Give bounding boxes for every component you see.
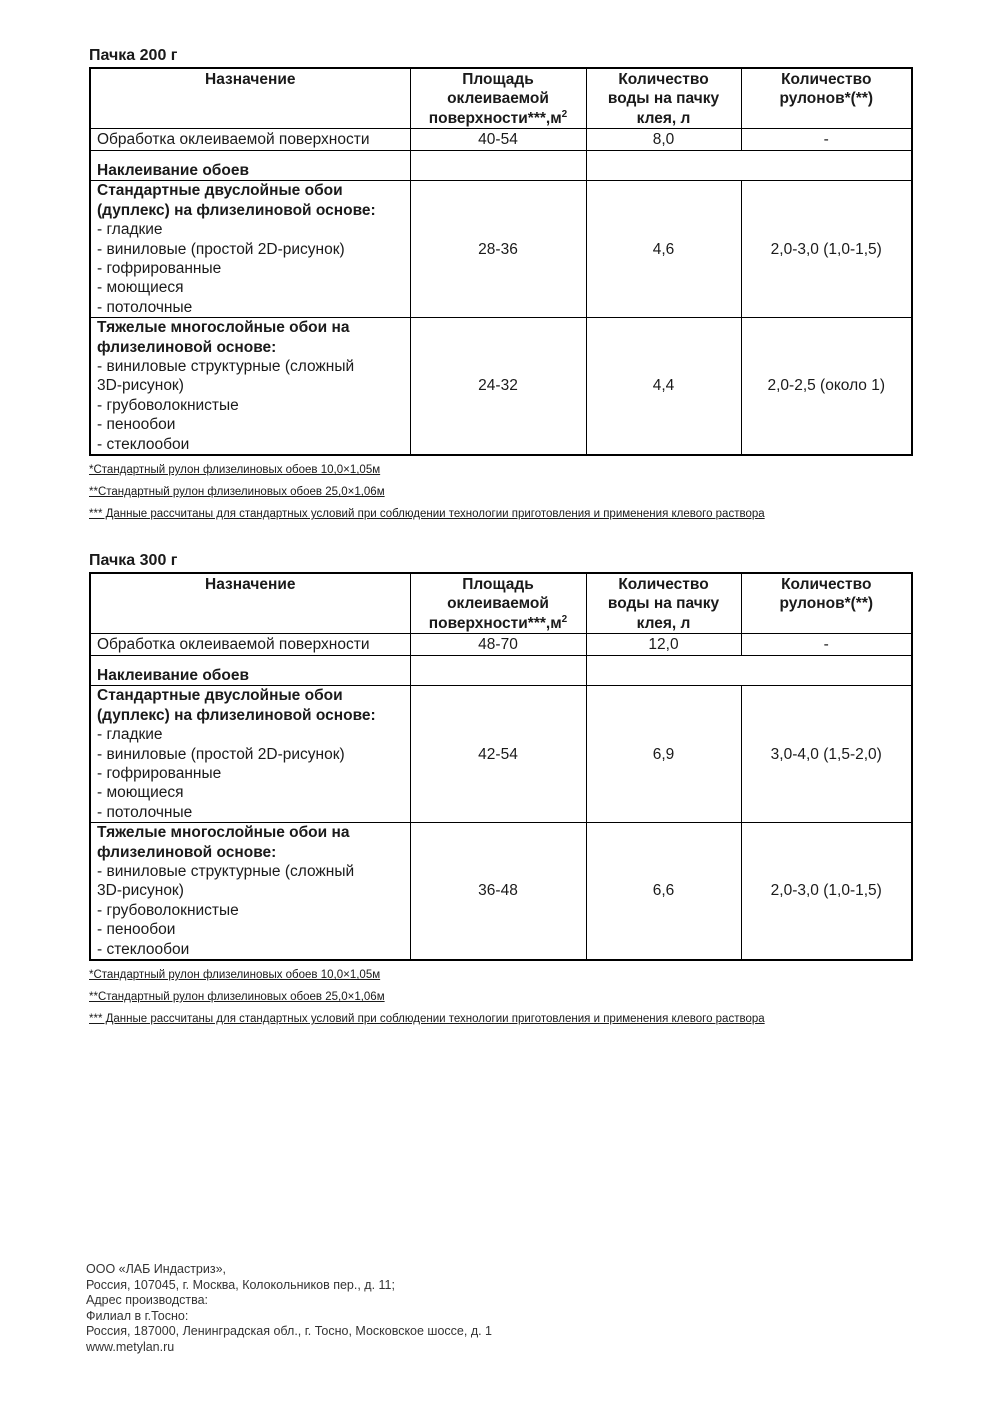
table-row	[90, 686, 912, 823]
section-title: Пачка 200 г	[89, 47, 178, 64]
section-title: Пачка 300 г	[89, 552, 178, 569]
row-label: Наклеивание обоев	[90, 656, 410, 686]
footnote: **Стандартный рулон флизелиновых обоев 25,0×1,06м	[89, 486, 385, 499]
row-label: Стандартные двуслойные обои (дуплекс) на флизелиновой основе: - гладкие - виниловые (простой 2D-рисунок) - гофрированные - моющиеся - потолочные	[90, 686, 410, 823]
rolls-value: -	[741, 129, 912, 151]
footer-line: Россия, 107045, г. Москва, Колокольников пер., д. 11;	[86, 1277, 395, 1292]
water-value: 8,0	[586, 129, 741, 151]
footnote: *** Данные рассчитаны для стандартных условий при соблюдении технологии приготовления и применения клевого раствора	[89, 508, 765, 521]
area-value: 24-32	[410, 318, 586, 455]
footer-line: Россия, 187000, Ленинградская обл., г. Тосно, Московское шоссе, д. 1	[86, 1324, 493, 1338]
header-purpose: Назначение	[90, 68, 410, 129]
area-value: 28-36	[410, 181, 586, 318]
consumption-table	[89, 67, 913, 456]
table-row	[90, 318, 912, 455]
section-pack-300	[89, 550, 912, 1033]
rolls-value: 2,0-2,5 (около 1)	[741, 318, 912, 455]
row-label: Тяжелые многослойные обои на флизелиновой основе: - виниловые структурные (сложный 3D-рисунок) - грубоволокнистые - пенообои - стеклообои	[90, 823, 410, 960]
table-header-row	[90, 68, 912, 129]
water-value: 4,6	[586, 181, 741, 318]
water-value: 6,9	[586, 686, 741, 823]
water-value: 4,4	[586, 318, 741, 455]
footnotes	[89, 967, 912, 1033]
header-purpose: Назначение	[90, 573, 410, 634]
header-water: Количество воды на пачку клея, л	[586, 68, 741, 129]
footer-line: Филиал в г.Тосно:	[86, 1308, 189, 1323]
row-label: Стандартные двуслойные обои (дуплекс) на флизелиновой основе: - гладкие - виниловые (простой 2D-рисунок) - гофрированные - моющиеся - потолочные	[90, 181, 410, 318]
row-label: Обработка оклеиваемой поверхности	[90, 634, 410, 656]
rolls-value: 2,0-3,0 (1,0-1,5)	[741, 181, 912, 318]
header-area: Площадь оклеиваемой $поверхности***,м^2$	[410, 573, 586, 634]
table-row	[90, 634, 912, 656]
water-value: 12,0	[586, 634, 741, 656]
table-row	[90, 823, 912, 960]
section-pack-200	[89, 45, 912, 528]
row-label: Обработка оклеиваемой поверхности	[90, 129, 410, 151]
area-value: 40-54	[410, 129, 586, 151]
footnotes	[89, 462, 912, 528]
footnote: *Стандартный рулон флизелиновых обоев 10,0×1,05м	[89, 464, 381, 477]
footer-line: Адрес производства:	[86, 1293, 209, 1307]
footnote: *** Данные рассчитаны для стандартных условий при соблюдении технологии приготовления и применения клевого раствора	[89, 1013, 765, 1026]
table-row	[90, 181, 912, 318]
water-value: 6,6	[586, 823, 741, 960]
table-row	[90, 656, 912, 686]
area-value: 48-70	[410, 634, 586, 656]
table-header-row	[90, 573, 912, 634]
footer-line: ООО «ЛАБ Индастриз»,	[86, 1262, 227, 1276]
header-rolls: Количество рулонов*(**)	[741, 573, 912, 634]
header-area: Площадь оклеиваемой $поверхности***,м^2$	[410, 68, 586, 129]
footnote: *Стандартный рулон флизелиновых обоев 10,0×1,05м	[89, 969, 381, 982]
rolls-value: 3,0-4,0 (1,5-2,0)	[741, 686, 912, 823]
company-footer	[86, 1262, 492, 1355]
footnote: **Стандартный рулон флизелиновых обоев 25,0×1,06м	[89, 991, 385, 1004]
rolls-value: 2,0-3,0 (1,0-1,5)	[741, 823, 912, 960]
table-row	[90, 129, 912, 151]
rolls-value: -	[741, 634, 912, 656]
row-label: Наклеивание обоев	[90, 151, 410, 181]
header-water: Количество воды на пачку клея, л	[586, 573, 741, 634]
row-label: Тяжелые многослойные обои на флизелиновой основе: - виниловые структурные (сложный 3D-рисунок) - грубоволокнистые - пенообои - стеклообои	[90, 318, 410, 455]
website-link[interactable]: www.metylan.ru	[86, 1339, 175, 1354]
area-value: 42-54	[410, 686, 586, 823]
area-value: 36-48	[410, 823, 586, 960]
table-row	[90, 151, 912, 181]
header-rolls: Количество рулонов*(**)	[741, 68, 912, 129]
consumption-table	[89, 572, 913, 961]
